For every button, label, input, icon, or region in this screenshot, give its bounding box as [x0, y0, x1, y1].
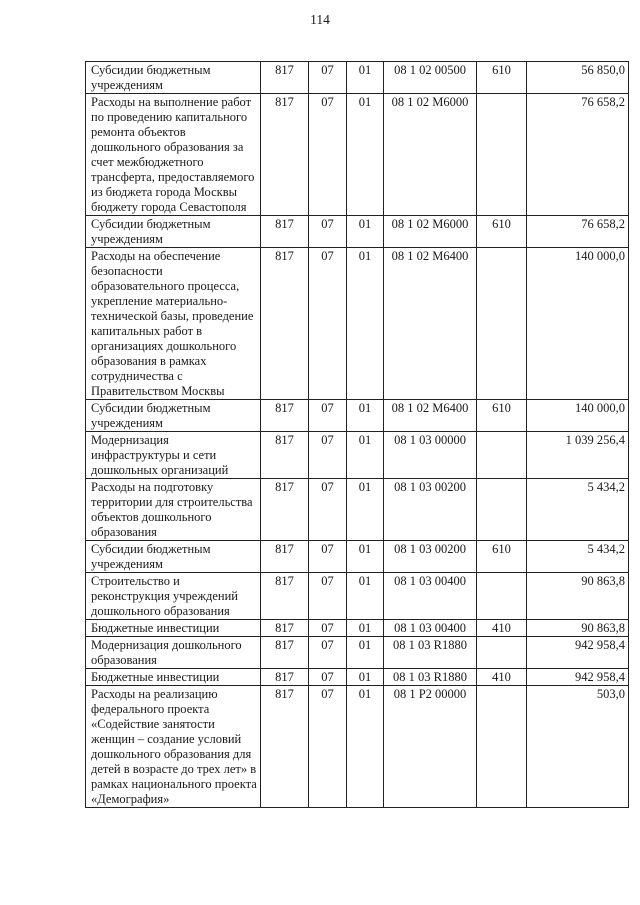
cell-name: Субсидии бюджетным учреждениям [86, 400, 261, 432]
cell-pr: 01 [347, 248, 384, 400]
cell-pr: 01 [347, 573, 384, 620]
cell-csr: 08 1 03 00200 [384, 479, 477, 541]
cell-rz: 07 [309, 248, 347, 400]
table-row [86, 400, 629, 432]
cell-vr: 610 [477, 541, 527, 573]
cell-ved: 817 [261, 541, 309, 573]
cell-name: Расходы на реализацию федерального проекта «Содействие занятости женщин – создание условий дошкольного образования для детей в возрасте до трех лет» в рамках национального проекта «Демография» [86, 686, 261, 808]
cell-name: Расходы на подготовку территории для строительства объектов дошкольного образования [86, 479, 261, 541]
cell-rz: 07 [309, 686, 347, 808]
cell-sum: 76 658,2 [527, 216, 629, 248]
cell-csr: 08 1 02 М6400 [384, 248, 477, 400]
cell-sum: 140 000,0 [527, 248, 629, 400]
cell-pr: 01 [347, 686, 384, 808]
cell-sum: 140 000,0 [527, 400, 629, 432]
cell-vr [477, 432, 527, 479]
cell-name: Бюджетные инвестиции [86, 620, 261, 637]
cell-pr: 01 [347, 400, 384, 432]
cell-sum: 90 863,8 [527, 620, 629, 637]
table-row [86, 669, 629, 686]
cell-rz: 07 [309, 620, 347, 637]
cell-csr: 08 1 02 М6000 [384, 94, 477, 216]
cell-csr: 08 1 03 R1880 [384, 637, 477, 669]
cell-pr: 01 [347, 432, 384, 479]
cell-rz: 07 [309, 62, 347, 94]
cell-rz: 07 [309, 637, 347, 669]
cell-ved: 817 [261, 686, 309, 808]
cell-ved: 817 [261, 620, 309, 637]
cell-ved: 817 [261, 400, 309, 432]
cell-pr: 01 [347, 620, 384, 637]
cell-vr: 410 [477, 620, 527, 637]
budget-table-body [86, 62, 629, 808]
page-number: 114 [310, 12, 330, 27]
cell-pr: 01 [347, 637, 384, 669]
cell-csr: 08 1 03 00400 [384, 620, 477, 637]
cell-pr: 01 [347, 62, 384, 94]
cell-name: Бюджетные инвестиции [86, 669, 261, 686]
cell-csr: 08 1 03 00000 [384, 432, 477, 479]
cell-rz: 07 [309, 541, 347, 573]
cell-sum: 503,0 [527, 686, 629, 808]
cell-sum: 1 039 256,4 [527, 432, 629, 479]
cell-name: Субсидии бюджетным учреждениям [86, 62, 261, 94]
cell-rz: 07 [309, 479, 347, 541]
cell-name: Строительство и реконструкция учреждений дошкольного образования [86, 573, 261, 620]
table-row [86, 637, 629, 669]
cell-rz: 07 [309, 669, 347, 686]
cell-ved: 817 [261, 248, 309, 400]
cell-vr [477, 94, 527, 216]
cell-csr: 08 1 02 М6400 [384, 400, 477, 432]
cell-rz: 07 [309, 94, 347, 216]
cell-pr: 01 [347, 216, 384, 248]
table-row [86, 620, 629, 637]
table-row [86, 94, 629, 216]
cell-ved: 817 [261, 432, 309, 479]
cell-vr: 610 [477, 62, 527, 94]
cell-rz: 07 [309, 216, 347, 248]
cell-name: Субсидии бюджетным учреждениям [86, 216, 261, 248]
cell-sum: 5 434,2 [527, 541, 629, 573]
table-row [86, 541, 629, 573]
cell-csr: 08 1 03 R1880 [384, 669, 477, 686]
table-row [86, 62, 629, 94]
cell-csr: 08 1 Р2 00000 [384, 686, 477, 808]
cell-ved: 817 [261, 62, 309, 94]
cell-vr: 610 [477, 400, 527, 432]
cell-ved: 817 [261, 669, 309, 686]
cell-vr [477, 637, 527, 669]
cell-ved: 817 [261, 479, 309, 541]
cell-name: Субсидии бюджетным учреждениям [86, 541, 261, 573]
cell-vr: 610 [477, 216, 527, 248]
cell-pr: 01 [347, 94, 384, 216]
budget-table [85, 61, 629, 808]
cell-ved: 817 [261, 94, 309, 216]
cell-rz: 07 [309, 573, 347, 620]
cell-name: Расходы на обеспечение безопасности образовательного процесса, укрепление материально-технической базы, проведение капитальных работ в организациях дошкольного образования в рамках сотрудничества с Правительством Москвы [86, 248, 261, 400]
cell-vr [477, 686, 527, 808]
cell-vr [477, 248, 527, 400]
cell-vr: 410 [477, 669, 527, 686]
cell-name: Расходы на выполнение работ по проведению капитального ремонта объектов дошкольного образования за счет межбюджетного трансферта, предоставляемого из бюджета города Москвы бюджету города Севастополя [86, 94, 261, 216]
table-row [86, 216, 629, 248]
table-row [86, 686, 629, 808]
cell-ved: 817 [261, 637, 309, 669]
cell-rz: 07 [309, 400, 347, 432]
cell-ved: 817 [261, 216, 309, 248]
cell-pr: 01 [347, 669, 384, 686]
cell-name: Модернизация инфраструктуры и сети дошкольных организаций [86, 432, 261, 479]
cell-pr: 01 [347, 541, 384, 573]
cell-name: Модернизация дошкольного образования [86, 637, 261, 669]
cell-sum: 942 958,4 [527, 637, 629, 669]
cell-pr: 01 [347, 479, 384, 541]
cell-sum: 76 658,2 [527, 94, 629, 216]
cell-vr [477, 479, 527, 541]
cell-sum: 90 863,8 [527, 573, 629, 620]
cell-rz: 07 [309, 432, 347, 479]
cell-ved: 817 [261, 573, 309, 620]
table-row [86, 432, 629, 479]
cell-csr: 08 1 03 00200 [384, 541, 477, 573]
cell-vr [477, 573, 527, 620]
table-row [86, 479, 629, 541]
cell-sum: 5 434,2 [527, 479, 629, 541]
cell-csr: 08 1 03 00400 [384, 573, 477, 620]
cell-sum: 942 958,4 [527, 669, 629, 686]
cell-csr: 08 1 02 М6000 [384, 216, 477, 248]
table-row [86, 573, 629, 620]
cell-csr: 08 1 02 00500 [384, 62, 477, 94]
cell-sum: 56 850,0 [527, 62, 629, 94]
table-row [86, 248, 629, 400]
